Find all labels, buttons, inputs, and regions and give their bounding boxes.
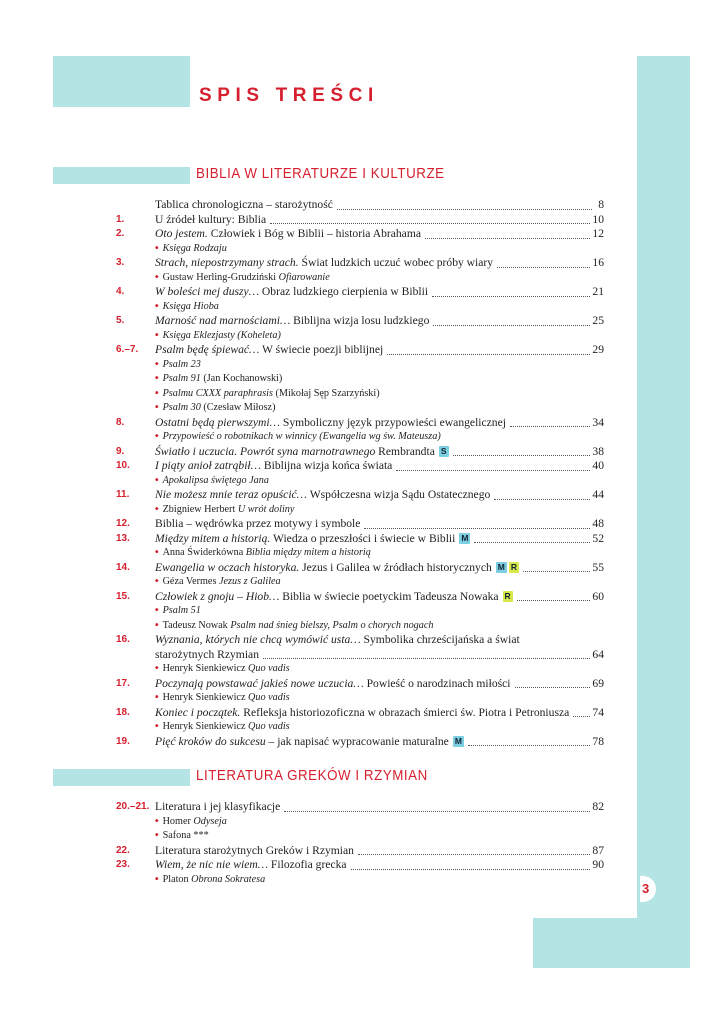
toc-sub-item: • Homer Odyseja: [155, 815, 227, 827]
toc-entry-1[interactable]: 1. U źródeł kultury: Biblia 10: [116, 212, 604, 226]
page-title: SPIS TREŚCI: [199, 85, 379, 106]
toc-entry-17[interactable]: 17. Poczynają powstawać jakieś nowe uczucia… Powieść o narodzinach miłości 69: [116, 676, 604, 690]
toc-entry-16[interactable]: 16. Wyznania, których nie chcą wymówić usta… Symbolika chrześcijańska a świat: [116, 633, 520, 646]
toc-sub-item: • Safona ***: [155, 830, 209, 841]
section2-title: LITERATURA GREKÓW I RZYMIAN: [196, 768, 428, 784]
badge-r: R: [504, 590, 511, 601]
toc-sub-item: • Księga Hioba: [155, 300, 219, 312]
right-margin-strip: [637, 56, 690, 968]
toc-entry-6-7[interactable]: 6.–7. Psalm będę śpiewać… W świecie poezji biblijnej 29: [116, 343, 604, 356]
toc-sub-item: • Psalm 30 (Czesław Miłosz): [155, 402, 276, 413]
toc-sub-item: • Psalm 91 (Jan Kochanowski): [155, 373, 283, 384]
toc-sub-item: • Anna Świderkówna Biblia między mitem a historią: [155, 547, 371, 558]
toc-entry-18[interactable]: 18. Koniec i początek. Refleksja historiozoficzna w obrazach śmierci św. Piotra i Petroniusza 74: [116, 705, 604, 719]
badge-m: M: [454, 735, 462, 746]
section1-background: [53, 167, 190, 184]
toc-section2: [116, 800, 604, 887]
title-background: [53, 56, 190, 107]
badge-m: M: [461, 532, 469, 543]
toc-entry-20-21[interactable]: 20.–21. Literatura i jej klasyfikacje 82: [116, 800, 604, 813]
toc-entry-5[interactable]: 5. Marność nad marnościami… Biblijna wizja losu ludzkiego 25: [116, 314, 604, 327]
toc-sub-item: • Tadeusz Nowak Psalm nad śnieg bielszy, Psalm o chorych nogach: [155, 619, 434, 631]
toc-sub-item: • Gustaw Herling-Grudziński Ofiarowanie: [155, 271, 330, 283]
badge-r: R: [510, 561, 518, 572]
toc-section1: [116, 198, 604, 749]
badge-s: S: [440, 445, 447, 456]
toc-entry-8[interactable]: 8. Ostatni będą pierwszymi… Symboliczny język przypowieści ewangelicznej 34: [116, 415, 604, 429]
section1-title: BIBLIA W LITERATURZE I KULTURZE: [196, 166, 445, 182]
toc-sub-item: • Przypowieść o robotnikach w winnicy (Ewangelia wg św. Mateusza): [155, 431, 441, 442]
toc-sub-item: • Psalm 51: [155, 605, 201, 616]
toc-sub-item: • Géza Vermes Jezus z Galilea: [155, 576, 281, 587]
toc-sub-item: • Zbigniew Herbert U wrót doliny: [155, 503, 295, 515]
toc-entry-22[interactable]: 22. Literatura starożytnych Greków i Rzymian 87: [116, 843, 604, 857]
toc-entry-12[interactable]: 12. Biblia – wędrówka przez motywy i symbole 48: [116, 517, 604, 530]
toc-entry-16-cont[interactable]: starożytnych Rzymian 64: [155, 647, 604, 661]
toc-entry-chronology[interactable]: Tablica chronologiczna – starożytność 8: [155, 198, 604, 211]
toc-entry-15[interactable]: 15. Człowiek z gnoju – Hiob… Biblia w świecie poetyckim Tadeusza Nowaka R 60: [116, 589, 604, 603]
toc-sub-item: • Henryk Sienkiewicz Quo vadis: [155, 692, 290, 703]
toc-entry-3[interactable]: 3. Strach, niepostrzymany strach. Świat ludzkich uczuć wobec próby wiary 16: [116, 256, 604, 269]
badge-m: M: [497, 561, 505, 572]
toc-entry-11[interactable]: 11. Nie możesz mnie teraz opuścić… Współczesna wizja Sądu Ostatecznego 44: [116, 488, 604, 501]
toc-entry-9[interactable]: 9. Światło i uczucia. Powrót syna marnotrawnego Rembrandta S 38: [116, 444, 604, 458]
toc-sub-item: • Henryk Sienkiewicz Quo vadis: [155, 663, 290, 674]
toc-sub-item: • Psalmu CXXX paraphrasis (Mikołaj Sęp Szarzyński): [155, 387, 380, 399]
toc-sub-item: • Apokalipsa świętego Jana: [155, 474, 269, 486]
toc-entry-2[interactable]: 2. Oto jestem. Człowiek i Bóg w Biblii – historia Abrahama 12: [116, 227, 604, 240]
bottom-corner-box: [533, 918, 690, 968]
toc-entry-23[interactable]: 23. Wiem, że nic nie wiem… Filozofia grecka 90: [116, 858, 604, 871]
section2-background: [53, 769, 190, 786]
toc-sub-item: • Księga Eklezjasty (Koheleta): [155, 329, 281, 341]
toc-entry-10[interactable]: 10. I piąty anioł zatrąbił… Biblijna wizja końca świata 40: [116, 459, 604, 472]
page-number: 3: [640, 876, 656, 902]
toc-sub-item: • Henryk Sienkiewicz Quo vadis: [155, 721, 290, 732]
toc-entry-14[interactable]: 14. Ewangelia w oczach historyka. Jezus i Galilea w źródłach historycznych M R 55: [116, 560, 604, 574]
toc-entry-13[interactable]: 13. Między mitem a historią. Wiedza o przeszłości i świecie w Biblii M 52: [116, 531, 604, 545]
toc-sub-item: • Księga Rodzaju: [155, 242, 227, 254]
toc-sub-item: • Psalm 23: [155, 358, 201, 370]
toc-entry-19[interactable]: 19. Pięć kroków do sukcesu – jak napisać wypracowanie maturalne M 78: [116, 734, 604, 748]
toc-sub-item: • Platon Obrona Sokratesa: [155, 873, 266, 885]
toc-entry-4[interactable]: 4. W boleści mej duszy… Obraz ludzkiego cierpienia w Biblii 21: [116, 285, 604, 298]
